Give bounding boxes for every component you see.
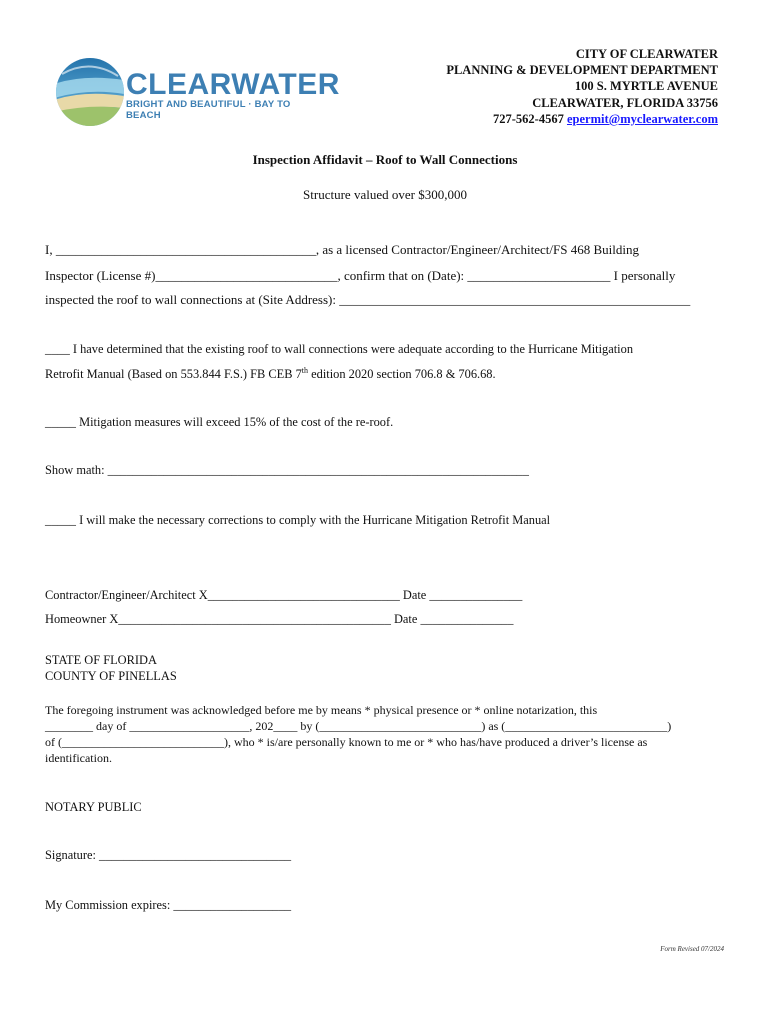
mitigation-line: _____ Mitigation measures will exceed 15% of the cost of the re-roof.	[45, 415, 394, 429]
page-title: Inspection Affidavit – Roof to Wall Connections	[252, 152, 518, 167]
superscript-th: th	[301, 366, 309, 375]
department-header	[446, 46, 718, 127]
logo-circle-icon	[54, 54, 124, 130]
header-contact	[446, 111, 718, 127]
clearwater-logo	[54, 54, 340, 130]
notary-line-4: identification.	[45, 751, 112, 765]
header-street: 100 S. MYRTLE AVENUE	[574, 79, 718, 94]
show-math-line: Show math: ____________________________________________________________________	[45, 463, 529, 477]
county-label: COUNTY OF PINELLAS	[45, 669, 177, 683]
determination-line-2	[45, 366, 496, 382]
header-city-state-zip: CLEARWATER, FLORIDA 33756	[532, 95, 718, 110]
affiant-line-1: I, ________________________________________, as a licensed Contractor/Engineer/Architect/FS 468 Building	[45, 242, 639, 257]
page-subtitle: Structure valued over $300,000	[303, 187, 467, 202]
corrections-line: _____ I will make the necessary corrections to comply with the Hurricane Mitigation Retrofit Manual	[45, 513, 551, 527]
form-revised-note: Form Revised 07/2024	[660, 945, 724, 953]
determination-line-2-text: Retrofit Manual (Based on 553.844 F.S.) FB CEB 7	[45, 367, 302, 382]
logo-wordmark: CLEARWATER	[126, 68, 340, 101]
contractor-signature-line: Contractor/Engineer/Architect X_______________________________ Date _______________	[45, 588, 523, 602]
affiant-line-2: Inspector (License #)____________________________, confirm that on (Date): ______________________ I personally	[45, 268, 676, 283]
notary-line-2: ________ day of ____________________, 202____ by (___________________________) as (___________________________)	[45, 719, 672, 733]
header-email-link[interactable]: epermit@myclearwater.com	[566, 111, 718, 126]
determination-line-1: ____ I have determined that the existing roof to wall connections were adequate according to the Hurricane Mitigation	[45, 342, 634, 356]
header-city: CITY OF CLEARWATER	[575, 47, 718, 61]
header-phone: 727-562-4567	[493, 111, 564, 126]
logo-tagline: BRIGHT AND BEAUTIFUL · BAY TO BEACH	[126, 99, 291, 121]
state-label: STATE OF FLORIDA	[45, 653, 157, 667]
determination-line-2-rest: edition 2020 section 706.8 & 706.68.	[308, 367, 496, 382]
affiant-line-3: inspected the roof to wall connections at (Site Address): ______________________________________________________	[45, 292, 691, 307]
commission-expires-line: My Commission expires: ___________________	[45, 898, 292, 912]
notary-line-3: of (___________________________), who * is/are personally known to me or * who has/have produced a driver’s license as	[45, 735, 648, 749]
notary-signature-line: Signature: _______________________________	[45, 848, 292, 862]
homeowner-signature-line: Homeowner X____________________________________________ Date _______________	[45, 612, 514, 626]
notary-line-1: The foregoing instrument was acknowledged before me by means * physical presence or * online notarization, this	[45, 703, 598, 717]
notary-public-heading: NOTARY PUBLIC	[45, 800, 142, 814]
header-department: PLANNING & DEVELOPMENT DEPARTMENT	[446, 63, 718, 78]
